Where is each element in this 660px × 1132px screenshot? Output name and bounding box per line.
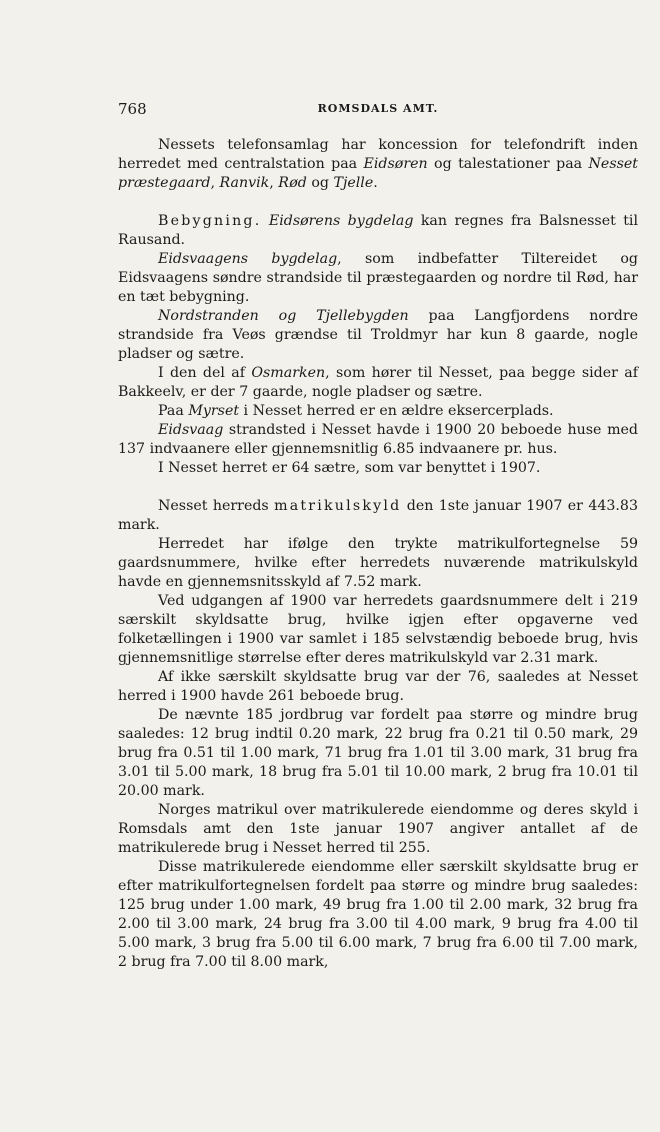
paragraph-jordbrug-fordeling: De nævnte 185 jordbrug var fordelt paa større og mindre brug saaledes: 12 brug indtil 0.20 mark, 22 brug fra 0.21 til 0.50 mark, 29 brug fra 0.51 til 1.00 mark, 71 brug fra 1.01 til 3.00 mark, 31 brug fra 3.01 til 5.00 mark, 18 brug fra 5.01 til 10.00 mark, 2 brug fra 10.01 til 20.00 mark.	[118, 707, 638, 799]
paragraph-gap	[118, 478, 638, 497]
paragraph-norges-matrikul: Norges matrikul over matrikulerede eiendomme og deres skyld i Romsdals amt den 1ste januar 1907 angiver antallet af de matrikulerede brug i Nesset herred til 255.	[118, 802, 638, 856]
paragraph-gaardsnummere: Herredet har ifølge den trykte matrikulfortegnelse 59 gaardsnummere, hvilke efter herredets nuværende matrikulskyld havde en gjennemsnitsskyld af 7.52 mark.	[118, 536, 638, 590]
paragraph-matrikulskyld: Nesset herreds matrikulskyld den 1ste januar 1907 er 443.83 mark.	[118, 498, 638, 533]
paragraph-telephone: Nessets telefonsamlag har koncession for telefondrift inden herredet med centralstation paa Eidsøren og talestationer paa Nesset præstegaard, Ranvik, Rød og Tjelle.	[118, 137, 638, 191]
page-number: 768	[118, 100, 147, 118]
running-title: ROMSDALS AMT.	[317, 102, 439, 115]
paragraph-skyldsatte-brug: Ved udgangen af 1900 var herredets gaardsnummere delt i 219 særskilt skyldsatte brug, hvilke igjen efter opgaverne ved folketællingen i 1900 var samlet i 185 selvstændig beboede brug, hvis gjennemsnitlige størrelse efter deres matrikulskyld var 2.31 mark.	[118, 593, 638, 666]
page-header	[118, 98, 638, 120]
paragraph-myrset: Paa Myrset i Nesset herred er en ældre eksercerplads.	[158, 403, 554, 419]
paragraph-gap	[118, 193, 638, 212]
section-heading-bebygning: Bebygning.	[158, 213, 262, 229]
paragraph-eidsvaagen: Eidsvaagens bygdelag, som indbefatter Tiltereidet og Eidsvaagens søndre strandside til præstegaarden og nordre til Rød, har en tæt bebygning.	[118, 251, 638, 305]
section-heading-matrikulskyld: matrikulskyld	[274, 498, 402, 514]
body-text	[118, 136, 638, 972]
paragraph-eiendomme-fordeling: Disse matrikulerede eiendomme eller særskilt skyldsatte brug er efter matrikulfortegnelsen fordelt paa større og mindre brug saaledes: 125 brug under 1.00 mark, 49 brug fra 1.00 til 2.00 mark, 32 brug fra 2.00 til 3.00 mark, 24 brug fra 3.00 til 4.00 mark, 9 brug fra 4.00 til 5.00 mark, 3 brug fra 5.00 til 6.00 mark, 7 brug fra 6.00 til 7.00 mark, 2 brug fra 7.00 til 8.00 mark,	[118, 859, 638, 970]
paragraph-osmarken: I den del af Osmarken, som hører til Nesset, paa begge sider af Bakkeelv, er der 7 gaarde, nogle pladser og sætre.	[118, 365, 638, 400]
paragraph-saetre: I Nesset herret er 64 sætre, som var benyttet i 1907.	[158, 460, 541, 476]
paragraph-beboede-brug: Af ikke særskilt skyldsatte brug var der 76, saaledes at Nesset herred i 1900 havde 261 beboede brug.	[118, 669, 638, 704]
paragraph-bebygning: Bebygning. Eidsørens bygdelag kan regnes fra Balsnesset til Rausand.	[118, 213, 638, 248]
paragraph-eidsvaag: Eidsvaag strandsted i Nesset havde i 1900 20 beboede huse med 137 indvaanere eller gjennemsnitlig 6.85 indvaanere pr. hus.	[118, 422, 638, 457]
paragraph-nordstranden: Nordstranden og Tjellebygden paa Langfjordens nordre strandside fra Veøs grændse til Troldmyr har kun 8 gaarde, nogle pladser og sætre.	[118, 308, 638, 362]
